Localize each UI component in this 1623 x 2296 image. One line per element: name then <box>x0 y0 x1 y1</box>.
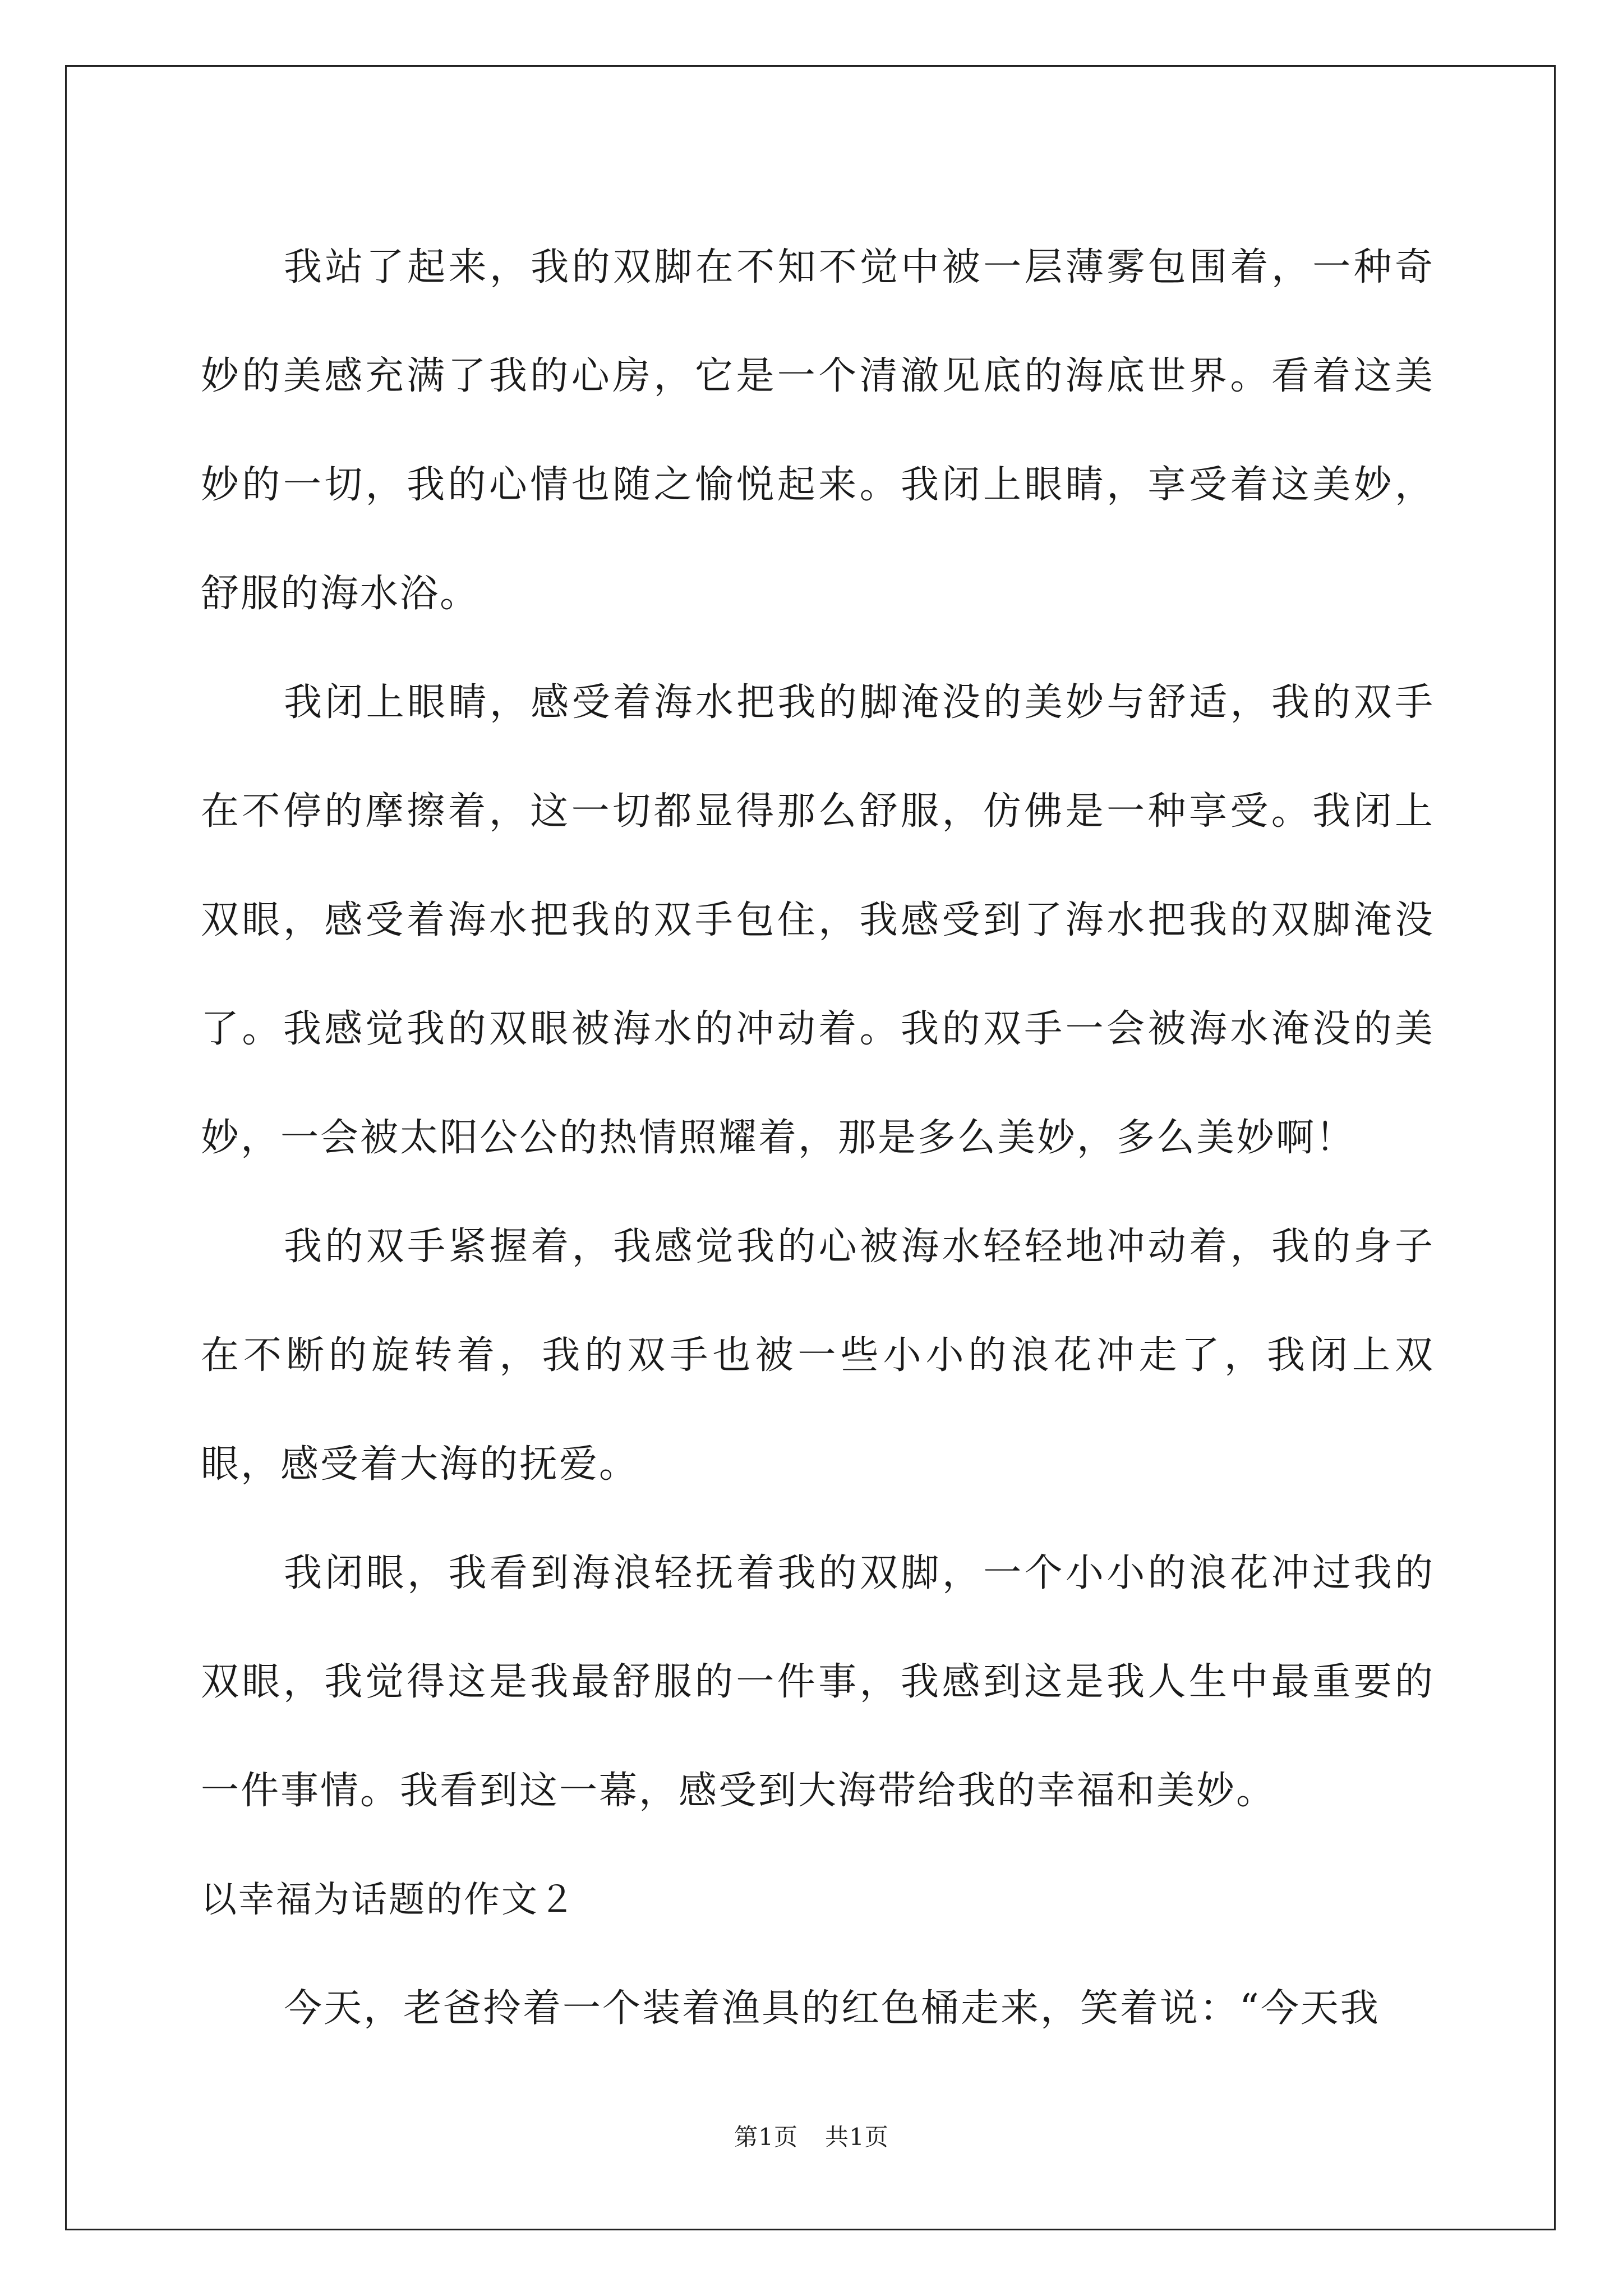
paragraph-4: 我闭眼，我看到海浪轻抚着我的双脚，一个小小的浪花冲过我的双眼，我觉得这是我最舒服的一件事，我感到这是我人生中最重要的一件事情。我看到这一幕，感受到大海带给我的幸福和美妙。 <box>201 1551 1435 1813</box>
essay-heading: 以幸福为话题的作文２ <box>201 1879 577 1921</box>
page-number-current: 第1页 <box>734 2123 798 2151</box>
paragraph-1: 我站了起来，我的双脚在不知不觉中被一层薄雾包围着，一种奇妙的美感充满了我的心房，它是一个清澈见底的海底世界。看着这美妙的一切，我的心情也随之愉悦起来。我闭上眼睛，享受着这美妙，舒服的海水浴。 <box>201 245 1435 616</box>
paragraph-5: 今天，老爸拎着一个装着渔具的红色桶走来，笑着说：“今天我 <box>284 1986 1380 2031</box>
paragraph-2: 我闭上眼睛，感受着海水把我的脚淹没的美妙与舒适，我的双手在不停的摩擦着，这一切都显得那么舒服，仿佛是一种享受。我闭上双眼，感受着海水把我的双手包住，我感受到了海水把我的双脚淹没了。我感觉我的双眼被海水的冲动着。我的双手一会被海水淹没的美妙，一会被太阳公公的热情照耀着，那是多么美妙，多么美妙啊！ <box>201 680 1435 1160</box>
page-number-total: 共1页 <box>825 2123 889 2151</box>
document-body <box>201 213 1435 2063</box>
page-footer <box>0 2120 1623 2154</box>
paragraph-3: 我的双手紧握着，我感觉我的心被海水轻轻地冲动着，我的身子在不断的旋转着，我的双手也被一些小小的浪花冲走了，我闭上双眼，感受着大海的抚爱。 <box>201 1225 1435 1487</box>
